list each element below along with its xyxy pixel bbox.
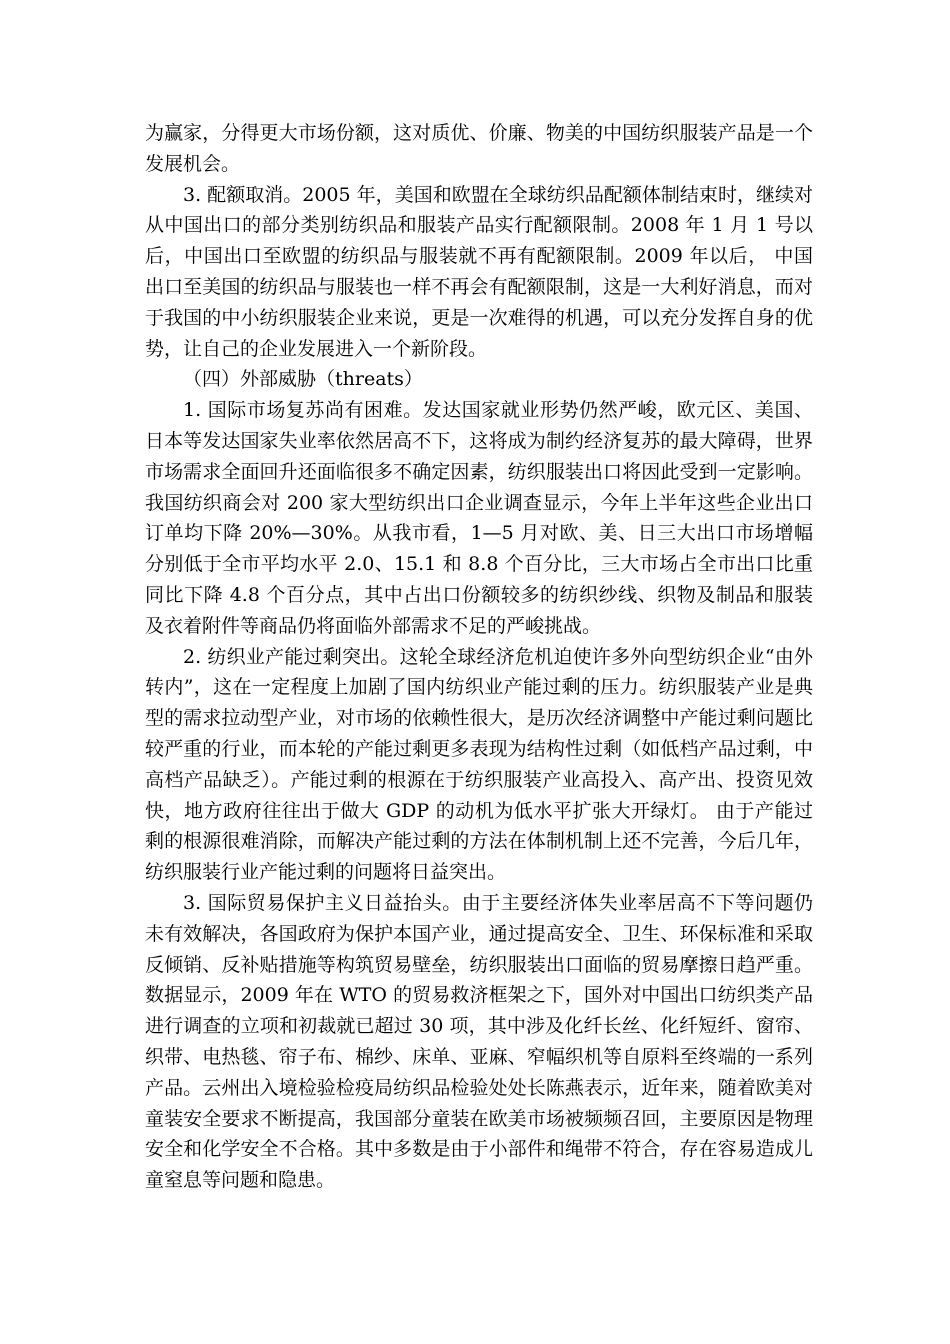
paragraph-quota-cancellation: 3. 配额取消。2005 年，美国和欧盟在全球纺织品配额体制结束时，继续对从中国出口的部分类别纺织品和服装产品实行配额限制。2008 年 1 月 1 号以后，中国出口至欧盟的纺织品与服装就不再有配额限制。2009 年以后， 中国出口至美国的纺织品与服装也一样不再会有配额限制，这是一大利好消息，而对于我国的中小纺织服装企业来说，更是一次难得的机遇，可以充分发挥自身的优势，让自己的企业发展进入一个新阶段。 [145, 183, 813, 360]
paragraph-continuation: 为赢家，分得更大市场份额，这对质优、价廉、物美的中国纺织服装产品是一个发展机会。 [145, 122, 813, 175]
section-heading-threats: （四）外部威胁（threats） [183, 368, 423, 391]
document-page [145, 118, 813, 1196]
paragraph-overcapacity: 2. 纺织业产能过剩突出。这轮全球经济危机迫使许多外向型纺织企业“由外转内”，这在一定程度上加剧了国内纺织业产能过剩的压力。纺织服装产业是典型的需求拉动型产业，对市场的依赖性很大，是历次经济调整中产能过剩问题比较严重的行业，而本轮的产能过剩更多表现为结构性过剩（如低档产品过剩，中高档产品缺乏）。产能过剩的根源在于纺织服装产业高投入、高产出、投资见效快，地方政府往往出于做大 GDP 的动机为低水平扩张大开绿灯。 由于产能过剩的根源很难消除，而解决产能过剩的方法在体制机制上还不完善，今后几年，纺织服装行业产能过剩的问题将日益突出。 [145, 645, 813, 884]
paragraph-market-recovery: 1. 国际市场复苏尚有困难。发达国家就业形势仍然严峻，欧元区、美国、日本等发达国家失业率依然居高不下，这将成为制约经济复苏的最大障碍，世界市场需求全面回升还面临很多不确定因素，纺织服装出口将因此受到一定影响。我国纺织商会对 200 家大型纺织出口企业调查显示，今年上半年这些企业出口订单均下降 20%—30%。从我市看，1—5 月对欧、美、日三大出口市场增幅分别低于全市平均水平 2.0、15.1 和 8.8 个百分比，三大市场占全市出口比重同比下降 4.8 个百分点，其中占出口份额较多的纺织纱线、织物及制品和服装及衣着附件等商品仍将面临外部需求不足的严峻挑战。 [145, 399, 813, 637]
paragraph-trade-protectionism: 3. 国际贸易保护主义日益抬头。由于主要经济体失业率居高不下等问题仍未有效解决，各国政府为保护本国产业，通过提高安全、卫生、环保标准和采取反倾销、反补贴措施等构筑贸易壁垒，纺织服装出口面临的贸易摩擦日趋严重。数据显示，2009 年在 WTO 的贸易救济框架之下，国外对中国出口纺织类产品进行调查的立项和初裁就已超过 30 项，其中涉及化纤长丝、化纤短纤、窗帘、织带、电热毯、帘子布、棉纱、床单、亚麻、窄幅织机等自原料至终端的一系列产品。云州出入境检验检疫局纺织品检验处处长陈燕表示，近年来，随着欧美对童装安全要求不断提高，我国部分童装在欧美市场被频频召回，主要原因是物理安全和化学安全不合格。其中多数是由于小部件和绳带不符合，存在容易造成儿童窒息等问题和隐患。 [145, 891, 813, 1192]
